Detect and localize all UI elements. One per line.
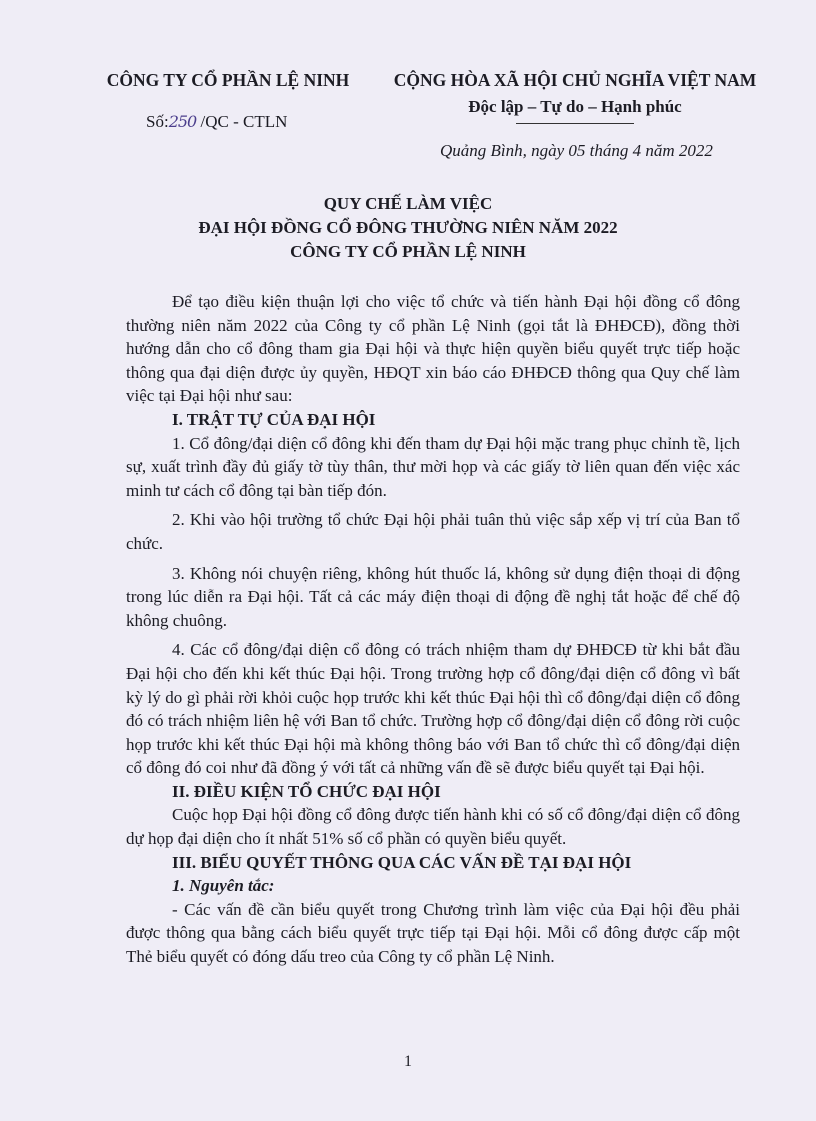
title-line-2: ĐẠI HỘI ĐỒNG CỔ ĐÔNG THƯỜNG NIÊN NĂM 2022 <box>198 218 618 237</box>
company-name: CÔNG TY CỔ PHẦN LỆ NINH <box>106 70 350 90</box>
section-heading-1: I. TRẬT TỰ CỦA ĐẠI HỘI <box>172 409 376 429</box>
national-motto: Độc lập – Tự do – Hạnh phúc <box>468 97 682 116</box>
section3-paragraph-1: - Các vấn đề cần biểu quyết trong Chương trình làm việc của Đại hội đều phải được thông qua bằng cách biểu quyết trực tiếp tại Đại hội. Mỗi cổ đông được cấp một Thẻ biểu quyết có đóng dấu treo của Công ty cổ phần Lệ Ninh. <box>126 899 740 967</box>
section1-item-4: 4. Các cổ đông/đại diện cổ đông có trách nhiệm tham dự ĐHĐCĐ từ khi bắt đầu Đại hội cho đến khi kết thúc Đại hội. Trong trường hợp cổ đông/đại diện cổ đông vì bất kỳ lý do gì phải rời khỏi cuộc họp trước khi kết thúc Đại hội thì cổ đông/đại diện cổ đông đó có trách nhiệm liên hệ với Ban tổ chức. Trường hợp cổ đông/đại diện cổ đông rời cuộc họp trước khi kết thúc Đại hội mà không thông báo với Ban tổ chức thì cổ đông/đại diện cổ đông đó coi như đã đồng ý với tất cả những vấn đề sẽ được biểu quyết tại Đại hội. <box>126 640 740 778</box>
section-heading-3: III. BIỂU QUYẾT THÔNG QUA CÁC VẤN ĐỀ TẠI ĐẠI HỘI <box>172 852 632 872</box>
doc-number-suffix: /QC - CTLN <box>200 112 288 131</box>
country-name: CỘNG HÒA XÃ HỘI CHỦ NGHĨA VIỆT NAM <box>393 70 757 90</box>
doc-number-prefix: Số: <box>146 112 169 131</box>
national-header <box>380 66 770 124</box>
title-line-1: QUY CHẾ LÀM VIỆC <box>323 194 493 213</box>
document-number <box>146 112 287 132</box>
company-header <box>98 66 358 94</box>
page-number: 1 <box>404 1053 412 1070</box>
section1-item-1: 1. Cổ đông/đại diện cổ đông khi đến tham dự Đại hội mặc trang phục chỉnh tề, lịch sự, xuất trình đầy đủ giấy tờ tùy thân, thư mời họp và các giấy tờ liên quan đến việc xác minh tư cách cổ đông tại bàn tiếp đón. <box>126 433 740 500</box>
motto-underline <box>516 123 634 124</box>
section2-paragraph: Cuộc họp Đại hội đồng cổ đông được tiến hành khi có số cổ đông/đại diện cổ đông dự họp đại diện cho ít nhất 51% số cổ phần có quyền biểu quyết. <box>126 805 740 849</box>
section-heading-2: II. ĐIỀU KIỆN TỔ CHỨC ĐẠI HỘI <box>172 781 441 801</box>
intro-paragraph: Để tạo điều kiện thuận lợi cho việc tổ chức và tiến hành Đại hội đồng cổ đông thường niên năm 2022 của Công ty cổ phần Lệ Ninh (gọi tắt là ĐHĐCĐ), đồng thời hướng dẫn cho cổ đông tham gia Đại hội và thực hiện quyền biểu quyết trực tiếp hoặc thông qua đại diện được ủy quyền, HĐQT xin báo cáo ĐHĐCĐ thông qua Quy chế làm việc tại Đại hội như sau: <box>126 292 740 406</box>
section1-item-3: 3. Không nói chuyện riêng, không hút thuốc lá, không sử dụng điện thoại di động trong lúc diễn ra Đại hội. Tất cả các máy điện thoại di động đề nghị tắt hoặc để chế độ không chuông. <box>126 563 740 630</box>
doc-number-handwritten: 250 <box>168 112 197 131</box>
document-title <box>0 192 816 264</box>
section1-item-2: 2. Khi vào hội trường tổ chức Đại hội phải tuân thủ việc sắp xếp vị trí của Ban tổ chức. <box>126 510 740 553</box>
document-body <box>126 290 740 969</box>
place-date-line: Quảng Bình, ngày 05 tháng 4 năm 2022 <box>440 141 713 160</box>
title-line-3: CÔNG TY CỔ PHẦN LỆ NINH <box>290 242 526 261</box>
section3-subheading-1: 1. Nguyên tắc: <box>172 876 275 896</box>
